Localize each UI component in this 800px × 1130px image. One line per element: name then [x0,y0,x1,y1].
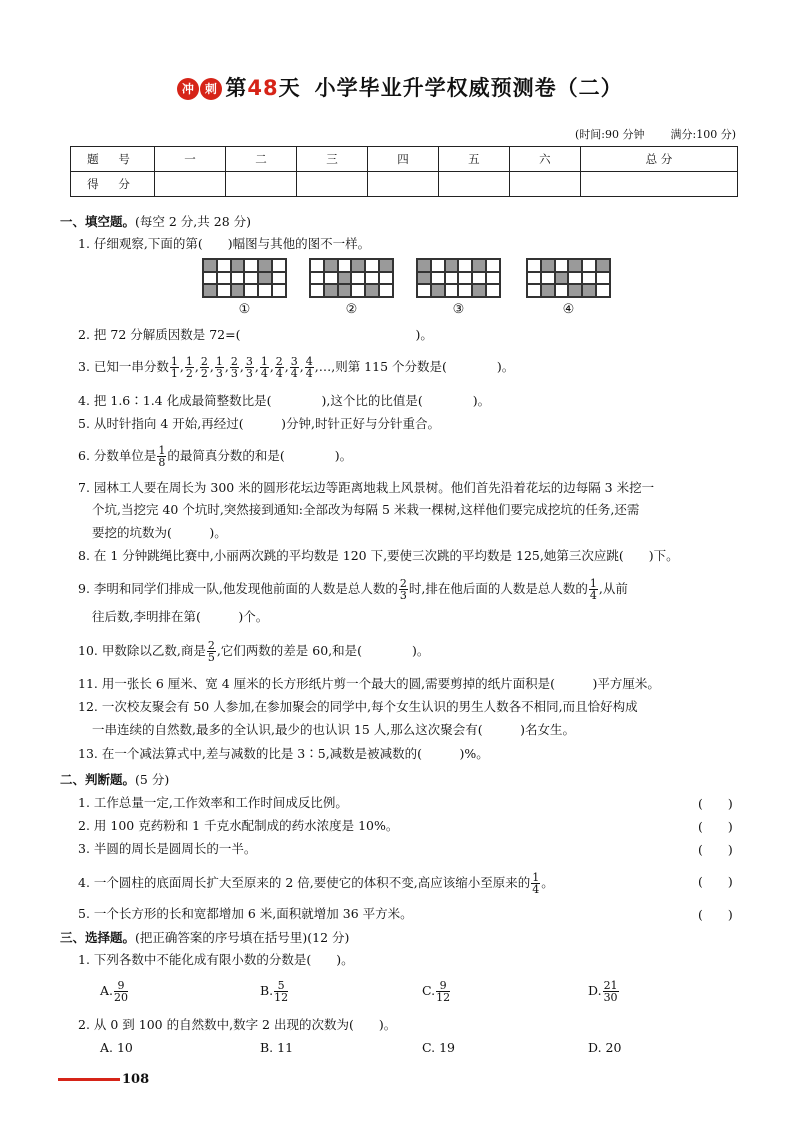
page-footer [58,1072,149,1087]
fraction-denominator: 3 [245,367,253,380]
figure-3 [416,258,501,298]
q1-7-line-1: 7. 园林工人要在周长为 300 米的圆形花坛边等距离地栽上风景树。他们首先沿着花坛的边每隔 3 米挖一 [78,480,655,495]
comma: , [269,359,274,374]
score-header-cell: 一 [155,147,226,172]
answer-bracket[interactable]: ( ) [698,874,733,889]
figure-1 [202,258,287,298]
fraction [436,980,450,1003]
fraction-numerator: 2 [399,577,407,590]
badge-char-1: 冲 [177,78,199,100]
fraction-denominator: 2 [200,367,208,380]
fraction-numerator: 1 [215,355,223,368]
fraction-numerator: 3 [245,355,253,368]
q2-4-post: 。 [541,875,554,890]
q1-9-line-1 [78,578,628,601]
fraction-numerator: 1 [158,444,166,457]
score-table-header-row [71,147,738,172]
comma: , [179,359,184,374]
fraction-denominator: 4 [305,367,313,380]
option-a[interactable]: A. 10 [100,1040,133,1055]
fraction-numerator: 1 [589,577,597,590]
answer-bracket[interactable]: ( ) [698,819,733,834]
section-3-hint: (把正确答案的序号填在括号里)(12 分) [135,930,350,945]
q1-7-line-2: 个坑,当挖完 40 个坑时,突然接到通知:全部改为每隔 5 米栽一棵树,这样他们要完成挖坑的任务,还需 [92,502,640,517]
day-suffix: 天 [278,76,301,100]
q1-3 [78,356,514,379]
fraction-denominator: 4 [260,367,268,380]
comma: , [194,359,199,374]
q1-6-pre: 6. 分数单位是 [78,448,157,463]
page-number: 108 [122,1072,150,1087]
fraction-denominator: 12 [436,991,451,1004]
fraction-numerator: 1 [185,355,193,368]
q1-11: 11. 用一张长 6 厘米、宽 4 厘米的长方形纸片剪一个最大的圆,需要剪掉的纸片面积是( )平方厘米。 [78,676,660,691]
fraction [275,356,284,379]
fraction-numerator: 1 [532,871,540,884]
score-cell[interactable] [155,172,226,197]
answer-bracket[interactable]: ( ) [698,796,733,811]
badge-char-2: 刺 [200,78,222,100]
score-header-cell: 题 号 [71,147,155,172]
fraction [274,980,288,1003]
fraction [399,578,408,601]
score-cell[interactable] [509,172,580,197]
q3-1: 1. 下列各数中不能化成有限小数的分数是( )。 [78,952,354,967]
q1-9-post: ,从前 [598,581,628,596]
score-header-cell: 六 [509,147,580,172]
fraction-numerator: 1 [170,355,178,368]
figure-4 [526,258,611,298]
score-header-cell: 二 [225,147,296,172]
figure-label-1: ① [238,302,251,317]
exam-title: 小学毕业升学权威预测卷（二） [314,76,623,100]
figure-label-2: ② [345,302,358,317]
fraction-denominator: 3 [399,589,407,602]
fraction [157,445,166,468]
fraction-denominator: 5 [207,651,215,664]
fraction-numerator: 2 [275,355,283,368]
q1-6 [78,445,352,468]
fraction-denominator: 4 [589,589,597,602]
score-table-score-row [71,172,738,197]
score-cell[interactable] [438,172,509,197]
q1-10-post: ,它们两数的差是 60,和是( )。 [216,643,430,658]
figure-2 [309,258,394,298]
fraction-numerator: 3 [290,355,298,368]
q2-3: 3. 半圆的周长是圆周长的一半。 [78,841,257,856]
fraction-numerator: 9 [436,980,450,992]
q1-12-line-1: 12. 一次校友聚会有 50 人参加,在参加聚会的同学中,每个女生认识的男生人数各不相同,而且恰好构成 [78,699,638,714]
comma: , [209,359,214,374]
option-a[interactable] [100,980,129,1003]
fraction-denominator: 3 [215,367,223,380]
section-3-title: 三、选择题。 [60,930,136,945]
score-cell[interactable] [580,172,737,197]
q1-5: 5. 从时针指向 4 开始,再经过( )分钟,时针正好与分针重合。 [78,416,441,431]
fraction-numerator: 21 [603,979,618,992]
option-b[interactable]: B. 11 [260,1040,294,1055]
exam-meta [575,126,736,142]
fraction-denominator: 4 [290,367,298,380]
q1-10-pre: 10. 甲数除以乙数,商是 [78,643,206,658]
fraction [114,980,128,1003]
exam-time: (时间:90 分钟 [575,128,645,141]
comma: , [284,359,289,374]
q1-3-post: ,…,则第 115 个分数是( )。 [314,359,515,374]
day-prefix: 第 [225,76,248,100]
fraction-numerator: 2 [230,355,238,368]
option-label: A. [100,983,114,998]
section-2-hint: (5 分) [135,772,170,787]
answer-bracket[interactable]: ( ) [698,842,733,857]
figure-label-4: ④ [562,302,575,317]
q1-13: 13. 在一个减法算式中,差与减数的比是 3∶5,减数是被减数的( )%。 [78,746,489,761]
fraction [603,980,619,1003]
q3-2: 2. 从 0 到 100 的自然数中,数字 2 出现的次数为( )。 [78,1017,397,1032]
fraction [200,356,209,379]
score-header-cell: 四 [367,147,438,172]
option-c[interactable] [422,980,451,1003]
q1-6-post: 的最简真分数的和是( )。 [167,448,353,463]
q1-10 [78,640,429,663]
q2-4 [78,872,554,895]
fraction-denominator: 30 [603,991,618,1004]
figure-label-3: ③ [452,302,465,317]
q1-12-line-2: 一串连续的自然数,最多的全认识,最少的也认识 15 人,那么这次聚会有( )名女生。 [92,722,576,737]
q1-8: 8. 在 1 分钟跳绳比赛中,小丽两次跳的平均数是 120 下,要使三次跳的平均数是 125,她第三次应跳( )下。 [78,548,679,563]
score-header-cell: 五 [438,147,509,172]
fraction-numerator: 1 [260,355,268,368]
q1-9-line-2: 往后数,李明排在第( )个。 [92,609,269,624]
option-c[interactable]: C. 19 [422,1040,455,1055]
section-2-title: 二、判断题。 [60,772,136,787]
fraction [170,356,179,379]
option-label: D. [588,983,602,998]
section-3-heading [60,929,349,947]
fraction-denominator: 20 [114,991,129,1004]
footer-bar [58,1078,120,1081]
fraction [589,578,598,601]
score-table [70,146,738,197]
q2-4-pre: 4. 一个圆柱的底面周长扩大至原来的 2 倍,要使它的体积不变,高应该缩小至原来的 [78,875,531,890]
fraction [245,356,254,379]
section-2-heading [60,771,169,789]
fraction-denominator: 8 [158,456,166,469]
fraction [531,872,540,895]
option-label: B. [260,983,274,998]
score-cell[interactable] [296,172,367,197]
q1-2: 2. 把 72 分解质因数是 72=( )。 [78,327,433,342]
q1-9-pre: 9. 李明和同学们排成一队,他发现他前面的人数是总人数的 [78,581,398,596]
q2-5: 5. 一个长方形的长和宽都增加 6 米,面积就增加 36 平方米。 [78,906,413,921]
fraction-denominator: 4 [532,883,540,896]
fraction-numerator: 4 [305,355,313,368]
fraction [305,356,314,379]
q2-2: 2. 用 100 克药粉和 1 千克水配制成的药水浓度是 10%。 [78,818,399,833]
score-header-cell: 三 [296,147,367,172]
fraction-numerator: 2 [200,355,208,368]
exam-full-score: 满分:100 分) [670,128,736,141]
option-d[interactable]: D. 20 [588,1040,622,1055]
score-cell[interactable] [225,172,296,197]
fraction [215,356,224,379]
answer-bracket[interactable]: ( ) [698,907,733,922]
fraction-numerator: 5 [274,980,288,992]
q1-9-mid: 时,排在他后面的人数是总人数的 [408,581,588,596]
fraction-numerator: 9 [114,980,128,992]
section-1-hint: (每空 2 分,共 28 分) [135,214,251,229]
day-number: 48 [247,76,279,100]
fraction-denominator: 3 [230,367,238,380]
score-header-cell: 总 分 [580,147,737,172]
q1-1: 1. 仔细观察,下面的第( )幅图与其他的图不一样。 [78,236,371,251]
fraction [185,356,194,379]
fraction [207,640,216,663]
comma: , [224,359,229,374]
comma: , [254,359,259,374]
fraction [290,356,299,379]
option-label: C. [422,983,436,998]
fraction-numerator: 2 [207,639,215,652]
score-cell[interactable] [367,172,438,197]
q1-7-line-3: 要挖的坑数为( )。 [92,525,227,540]
q2-1: 1. 工作总量一定,工作效率和工作时间成反比例。 [78,795,348,810]
fraction-denominator: 4 [275,367,283,380]
fraction-denominator: 1 [170,367,178,380]
fraction [260,356,269,379]
fraction-denominator: 2 [185,367,193,380]
option-b[interactable] [260,980,289,1003]
comma: , [239,359,244,374]
option-d[interactable] [588,980,620,1003]
fraction [230,356,239,379]
q1-4: 4. 把 1.6∶1.4 化成最简整数比是( ),这个比的比值是( )。 [78,393,491,408]
section-1-heading [60,213,251,231]
page-title [0,72,800,102]
section-1-title: 一、填空题。 [60,214,136,229]
score-row-label: 得 分 [71,172,155,197]
comma: , [299,359,304,374]
q1-3-pre: 3. 已知一串分数 [78,359,169,374]
fraction-denominator: 12 [274,991,289,1004]
q1-3-fraction-sequence [169,355,315,380]
